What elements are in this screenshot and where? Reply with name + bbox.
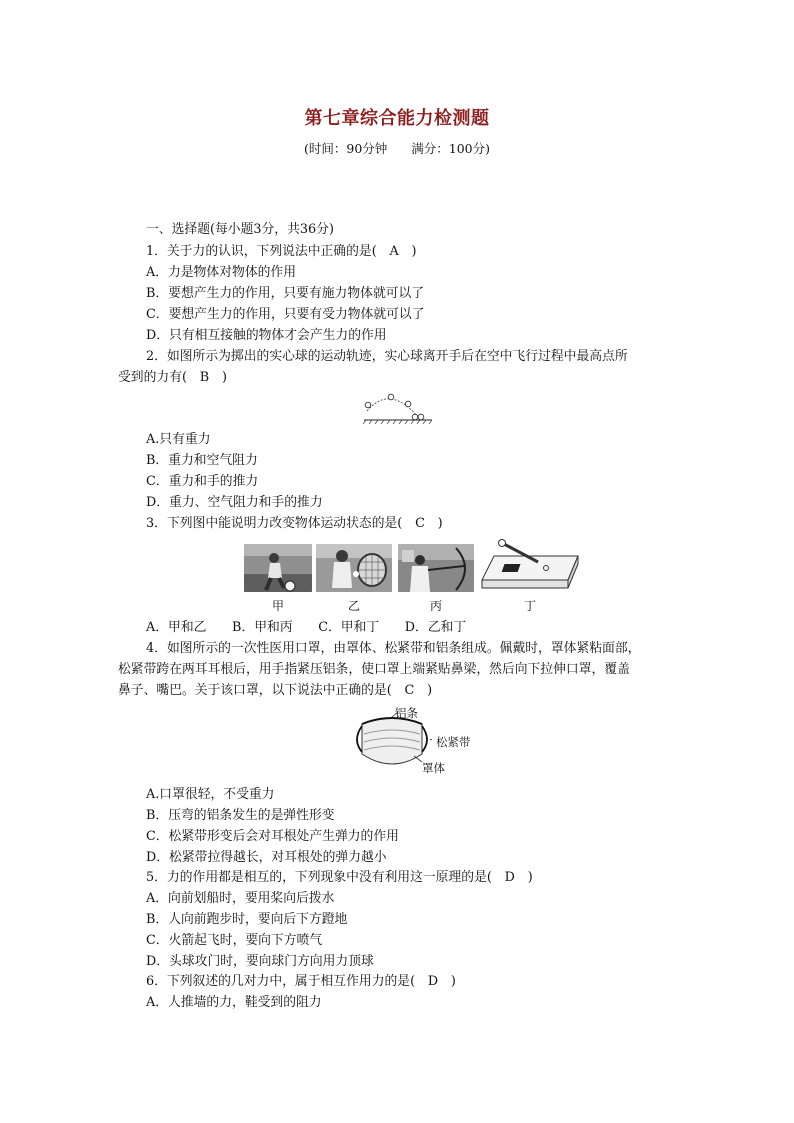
q5-stem: 5．力的作用都是相互的，下列现象中没有利用这一原理的是( D ) [146, 870, 533, 885]
q4-stem-line1: 4．如图所示的一次性医用口罩，由罩体、松紧带和铝条组成。佩戴时，罩体紧粘面部， [146, 641, 641, 656]
caption-bing: 丙 [429, 599, 442, 613]
q5-option-b: B．人向前跑步时，要向后下方蹬地 [146, 912, 348, 927]
caption-yi: 乙 [347, 599, 360, 613]
elastic-band [422, 726, 427, 752]
caption-jia: 甲 [271, 599, 284, 613]
section-heading: 一、选择题(每小题3分，共36分) [146, 222, 334, 237]
q2-option-c: C．重力和手的推力 [146, 474, 259, 489]
label-mask-body: 罩体 [422, 761, 445, 775]
q1-option-a: A．力是物体对物体的作用 [146, 265, 297, 280]
q4-option-c: C．松紧带形变后会对耳根处产生弹力的作用 [146, 829, 399, 844]
ball-icon [365, 402, 371, 408]
q6-stem: 6．下列叙述的几对力中，属于相互作用力的是( D ) [146, 974, 456, 989]
full-score: 满分：100分) [411, 141, 491, 156]
q2-option-a: A.只有重力 [146, 432, 211, 447]
q2-option-b: B．重力和空气阻力 [146, 453, 258, 468]
q1-stem: 1．关于力的认识，下列说法中正确的是( A ) [146, 244, 417, 259]
figure-ding-table [478, 538, 582, 594]
q1-option-d: D．只有相互接触的物体才会产生力的作用 [146, 328, 387, 343]
q3-stem: 3．下列图中能说明力改变物体运动状态的是( C ) [146, 516, 443, 531]
q5-option-c: C．火箭起飞时，要向下方喷气 [146, 933, 323, 948]
ground-hatch [363, 420, 432, 424]
ball-icon [388, 394, 394, 400]
ball-icon [412, 414, 418, 420]
caption-ding: 丁 [523, 599, 536, 613]
label-elastic-band: 松紧带 [436, 735, 471, 749]
mask-figure [352, 704, 432, 776]
trajectory-figure [362, 390, 434, 426]
page-title: 第七章综合能力检测题 [304, 108, 490, 129]
photo-yi-tennis [316, 544, 392, 592]
q5-option-a: A．向前划船时，要用桨向后拨水 [146, 891, 335, 906]
exam-info [0, 139, 794, 157]
q4-stem-line3: 鼻子、嘴巴。关于该口罩，以下说法中正确的是( C ) [118, 683, 433, 698]
ball-icon [418, 414, 424, 420]
label-aluminum-strip: 铝条 [395, 706, 418, 720]
trajectory-curve [367, 399, 418, 417]
q2-option-d: D．重力、空气阻力和手的推力 [146, 495, 323, 510]
photo-jia-football [244, 544, 312, 592]
q1-option-c: C．要想产生力的作用，只要有受力物体就可以了 [146, 307, 425, 322]
q5-option-d: D．头球攻门时，要向球门方向用力顶球 [146, 954, 374, 969]
q1-option-b: B．要想产生力的作用，只要有施力物体就可以了 [146, 286, 425, 301]
q3-options: A．甲和乙 B．甲和丙 C．甲和丁 D．乙和丁 [146, 620, 467, 635]
photo-bing-archery [398, 544, 474, 592]
ball-icon [405, 401, 411, 407]
q2-stem-line2: 受到的力有( B ) [118, 370, 227, 385]
time-limit: (时间：90分钟 [303, 141, 388, 156]
q4-option-b: B．压弯的铝条发生的是弹性形变 [146, 808, 335, 823]
q4-option-d: D．松紧带拉得越长，对耳根处的弹力越小 [146, 850, 387, 865]
q6-option-a: A．人推墙的力，鞋受到的阻力 [146, 995, 322, 1010]
q2-stem-line1: 2．如图所示为掷出的实心球的运动轨迹，实心球离开手后在空中飞行过程中最高点所 [146, 349, 628, 364]
q4-stem-line2: 松紧带跨在两耳耳根后，用手指紧压铝条，使口罩上端紧贴鼻梁，然后向下拉伸口罩，覆盖 [118, 662, 630, 677]
q4-option-a: A.口罩很轻，不受重力 [146, 787, 275, 802]
